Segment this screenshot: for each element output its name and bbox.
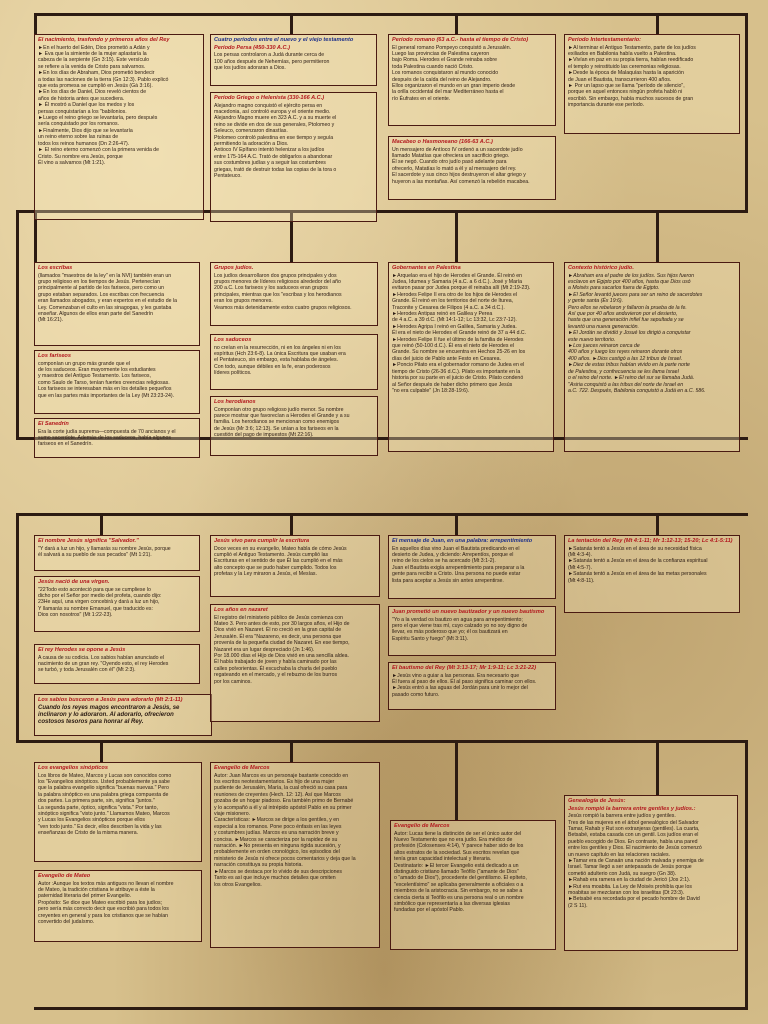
card-title: El nombre Jesús significa "Salvador." — [38, 538, 139, 544]
card-body: ►Al terminar el Antiguo Testamento, parte de los judíos exiliados en Babilonia había vuelto a Palestina. ►Vivían en paz en su propia tierra, habían reedificado el templo y reinstituido las ceremonias religiosas. ►Desde la época de Malaquías hasta la aparición de Juan el Bautista, transcurrieron 400 años. ► Por un lapso que se llama "período de silencio", porque en aquel entonces ningún profeta habló ni escribió. Sin embargo, había muchos sucesos de gran importancia durante ese período. — [568, 44, 696, 109]
card-body: no creían en la resurrección, ni en los ángeles ni en los espíritus (Hch 23:6-8). La única Escritura que usaban era el Pentateuco, sin embargo, esta hablaba de ángeles. Con todo, aunque débiles en la fe, eran poderosos líderes políticos. — [214, 344, 346, 377]
card-title: Los fariseos — [38, 353, 71, 359]
card-title: Los escribas — [38, 265, 73, 271]
card-body: Alejandro magno conquistó el ejército persa en macedonia, así controló europa y el oriente medio. Alejandro Magno muere en 323 A.C. y a su muerte el reino se divide en dos de sus generales, Ptolomeo y Seleuco, comenzaron dinastías. Ptolomeo controló palestina en ese tiempo y seguía permitiendo la adoración a Dios. Antioco IV Epífano intentó helenizar a los judíos entre 175-164 A.C. Trató de obligarlos a abandonar sus costumbres judías y a seguir las costumbres griegas, trató de destruir todas las copias de la tora o Pentateuco. — [214, 102, 337, 180]
card-body: ►Satanás tentó a Jesús en el área de su necesidad física (Mt 4:3-4). ►Satanás tentó a Jesús en el área de la confianza espiritual (Mt 4:5-7). ►Satanás tentó a Jesús en el área de las metas personales (Mt 4:8-11). — [568, 545, 708, 584]
connector-drop — [656, 210, 659, 262]
card-title: Gobernantes en Palestina — [392, 265, 461, 271]
card-title: Jesús nació de una virgen. — [38, 579, 110, 585]
connector-drop — [656, 740, 659, 795]
card-body: Los judíos desarrollaron dos grupos principales y dos grupos menores de líderes religiosos alrededor del año 200 a.C. Los fariseos y los saduceos eran grupos principales, mientras que los "escribas y los herodianos eran los grupos menores. Veamos más detenidamente estos cuatro grupos religiosos. — [214, 272, 352, 311]
card-subtitle: Período Persa (450-330 A.C.) — [214, 44, 290, 51]
connector-drop — [290, 513, 293, 535]
card-title: Período romano (63 a.C.- hasta el tiempo de Cristo) — [392, 37, 529, 43]
connector-drop — [290, 740, 293, 762]
card-sinopticos — [34, 762, 202, 862]
card-title: Juan prometió un nuevo bautizador y un nuevo bautismo — [392, 609, 545, 615]
card-body: El general romano Pompeyo conquistó a Jerusalén. Luego las provincias de Palestina cayeron bajo Roma. Herodes el Grande reinaba sobre toda Palestina cuando nació Cristo. Los romanos conquistaron al mundo conocido después de la caída del reino de Alejandro. Ellos organizaron el mundo en un gran imperio desde la orilla occidental del mar Mediterráneo hasta el río Éufrates en el oriente. — [392, 44, 516, 102]
card-body: ►En el huerto del Edén, Dios prometió a Adán y ► Eva que la simiente de la mujer aplastaría la cabeza de la serpiente (Gn 3:15). Este versículo se refiere a la venida de Cristo para salvarnos. ►En los días de Abraham, Dios prometió bendecir a todas las naciones de la tierra (Gn 12:3). Pablo explicó que esta promesa se cumplió en Jesús (Gá 3:16). ►En los días de Daniel, Dios reveló cientos de años de historia antes que sucediera. ► Él mostró a Daniel que los medos y los persas conquistarían a los "babilonios. ►Luego el reino griego se levantaría, pero después sería conquistado por los romanos. ►Finalmente, Dios dijo que se levantaría un reino eterno sobre las ruinas de todos los reinos humanos (Dn 2:26-47). ► El reino eterno comenzó con la primera venida de Cristo. Su nombre era Jesús, porque Él vino a salvarnos (Mt 1:21). — [38, 44, 169, 166]
card-title: Macabeo o Hasmoneano (166-63 A.C.) — [392, 139, 493, 145]
card-evangelio-lucas — [390, 820, 556, 950]
card-fariseos — [34, 350, 200, 414]
card-title: Contexto histórico judío. — [568, 265, 634, 271]
card-title: Evangelio de Mateo — [38, 873, 91, 879]
card-periodo-romano — [388, 34, 556, 126]
connector-drop — [656, 13, 659, 35]
card-title: Período Intertestamentario: — [568, 37, 642, 43]
card-title: El nacimiento, trasfondo y primeros años del Rey — [38, 37, 170, 43]
card-title: El bautismo del Rey (Mt 3:13-17; Mr 1:9-11; Lc 3:21-22) — [392, 665, 537, 671]
card-sanedrin — [34, 418, 200, 458]
card-title: Evangelio de Marcos — [394, 823, 450, 829]
card-nacio-virgen — [34, 576, 200, 632]
card-body: "22Todo esto aconteció para que se cumpliese lo dicho por el Señor por medio del profeta, cuando dijo: 23He aquí, una virgen concebirá y dará a luz un hijo, Y llamarás su nombre Emanuel, que traducido es: Dios con nosotros" (Mt 1:22-23). — [38, 586, 162, 619]
card-evangelio-mateo — [34, 870, 202, 942]
card-nombre-jesus — [34, 535, 200, 571]
card-anos-nazaret — [210, 604, 380, 722]
connector-drop — [290, 13, 293, 35]
card-vivo-cumplir — [210, 535, 380, 597]
card-title: El Sanedrín — [38, 421, 69, 427]
card-title: Los saduceos — [214, 337, 252, 343]
connector-drop — [455, 13, 458, 35]
card-title: Los evangelios sinópticos — [38, 765, 108, 771]
card-contexto-historico — [564, 262, 740, 452]
card-mensaje-juan — [388, 535, 556, 599]
card-juan-prometio — [388, 606, 556, 656]
card-title: Evangelio de Marcos — [214, 765, 270, 771]
card-saduceos — [210, 334, 378, 390]
card-grupos-judios — [210, 262, 378, 326]
connector-drop — [100, 740, 103, 762]
card-genealogia — [564, 795, 738, 951]
card-herodianos — [210, 396, 378, 456]
connector-left-edge-12 — [16, 210, 19, 440]
card-title: La tentación del Rey (Mt 4:1-11; Mr 1:12-13; 15-20; Lc 4:1-5:11) — [568, 538, 733, 544]
card-body: Doce veces en su evangelio, Mateo habla de cómo Jesús cumplió el Antiguo Testamento. Jesús cumplió las Escrituras en el sentido de que Él las cumplió en el más alto concepto que se pudo haber cumplido. Todos los profetas y la Ley miraron a Jesús, el Mesías. — [214, 545, 347, 578]
connector-drop — [455, 740, 458, 820]
card-title: Los herodianos — [214, 399, 256, 405]
card-title: Período Griego o Helenista (330-166 A.C.) — [214, 95, 325, 101]
card-sabios-buscaron — [34, 694, 212, 736]
card-title: Cuatro períodos entre el nuevo y el viejo testamento — [214, 37, 354, 43]
card-herodes-opone — [34, 644, 200, 684]
card-intertestamentario — [564, 34, 740, 134]
card-body: ►Jesús vino a guiar a las personas. Era necesario que Él fuera al paso de ellos. Él al paso significa caminar con ellos. ►Jesús entró a las aguas del Jordán para unir lo mejor del pasado como futuro. — [392, 672, 537, 698]
card-title: Grupos judíos. — [214, 265, 254, 271]
card-evangelio-marcos — [210, 762, 380, 948]
card-body: A causa de su codicia. Los sabios habían anunciado el nacimiento de un gran rey. "Oyendo esto, el rey Herodes se turbó, y toda Jerusalén con él" (Mt 2:3). — [38, 654, 169, 674]
connector-bottom-band4 — [34, 1007, 748, 1010]
card-body: Componían otro grupo religioso judío menor. Su nombre parece mostrar que favorecían a Herodes el Grande y a su familia. Los herodianos se mencionan como enemigos de Jesús (Mr 3:6; 12:13). Se unían a los fariseos en la cuestión del pago de impuestos (Mt 22:16). — [214, 406, 350, 439]
card-escribas — [34, 262, 200, 346]
connector-drop — [455, 210, 458, 262]
card-body: "Yo a la verdad os bautizo en agua para arrepentimiento; pero el que viene tras mí, cuyo calzado yo no soy digno de llevar, es más poderoso que yo; él os bautizará en Espíritu Santo y fuego" (Mt 3:11). — [392, 616, 528, 642]
card-body: Autor: Juan Marcos es un personaje bastante conocido en los escritos neotestamentarios. Es hijo de una mujer pudiente de Jerusalén, María, la cual ofreció su casa para reuniones de creyentes (Hech. 12: 12). Así que Marcos gozaba de un hogar piadoso. Era también primo de Bernabé y lo acompañó a él y al intrépido apóstol Pablo en su primer viaje misionero. Características: ►Marcos se dirige a los gentiles, y en especial a los romanos. Pone poco énfasis en las leyes y costumbres judías. Marcos es una narración breve y concisa. ►Marcos se caracteriza por la rapidez de su narración. ►No presenta en ninguna rigida sucesión, y probablemente en orden cronológico, los episodios del ministerio de Jesús ni ofrece pocos comentarios y deja que la narración constituya su propia historia. ►Marcos se destaca por lo vívido de sus descripciones Tanto es así que incluye muchos detalles que omiten los otros Evangelios. — [214, 772, 356, 888]
card-subtitle: Jesús rompió la barrera entre gentiles y judíos.: — [568, 805, 696, 812]
connector-right-edge — [745, 13, 748, 213]
connector-top-band3 — [16, 513, 748, 516]
card-title: El mensaje de Juan, en una palabra: arrepentimiento — [392, 538, 533, 544]
card-macabeo — [388, 136, 556, 200]
card-title: El rey Herodes se opone a Jesús — [38, 647, 126, 653]
card-body: componían un grupo más grande que el de los saduceos. Eran mayormente los estudiantes y maestros del Antiguo Testamento. Los fariseos, como Saulo de Tarso, tenían fuertes creencias religiosas. Los fariseos se interesaban más en los detalles pequeños que en las partes más importantes de la Ley (Mt 23:23-24). — [38, 360, 175, 399]
card-body: (llamados "maestros de la ley" en la NVI) también eran un grupo religioso en los tiempos de Jesús. Pertenecían principalmente al partido de los fariseos, pero como un grupo estaban separados. Los escribas con frecuencia eran llamados abogados, y eran expertos en el estudio de la Ley. Comenzaban el culto en las sinagogas, y les gustaba enseñar. Algunos de ellos eran parte del Sanedrín (Mt 16:21). — [38, 272, 178, 324]
connector-drop — [34, 13, 37, 35]
card-nacimiento — [34, 34, 204, 220]
card-body: Jesús rompió la barrera entre judíos y gentiles. Tres de las mujeres en el árbol genealógico del Salvador Tamar, Rahab y Rut son extranjeras (gentiles). La cuarta, Betsabé, estaba casada con un gentil. Los judíos eran el pueblo escogido de Dios. En contraste, había una pared entre los gentiles y Dios. El nacimiento de Jesús comenzó un nuevo capítulo en las relaciones raciales. ►Tamar era de Canaán una nación malvada y enemiga de Israel. Tamar llegó a ser antepasada de Jesús porque cometió adulterio con Judá, su suegro (Gn 38). ►Rahab era ramera en la ciudad de Jericó (Jos 2:1). ►Rut era moabita. La Ley de Moisés prohibía que los moabitas se mezclaran con los israelitas (Dt 23:3). ►Betsabé era recordada por el pecado hombre de David (2 S 11). — [568, 813, 704, 909]
card-body: Autor :Aunque los textos más antiguos no llevan el nombre de Mateo, la tradición cristiana le atribuye a éste la paternidad literaria del primer Evangelio. Propósito: Se dice que Mateo escribió para los judíos; pero sería más correcto decir que escribió para todos los creyentes en general y para los cristianos que se habían convertido del judaísmo. — [38, 880, 174, 926]
card-title: Los sabios buscaron a Jesús para adorarlo (Mt 2:1-11) — [38, 697, 183, 703]
card-body: Los persas controlaron a Judá durante cerca de 100 años después de Nehemías, pero permitieron que los judíos adoraran a Dios. — [214, 52, 330, 71]
connector-mid-band34 — [16, 740, 748, 743]
connector-drop — [455, 513, 458, 535]
card-body: "Y dará a luz un hijo, y llamarás su nombre Jesús, porque él salvará a su pueblo de sus pecados" (Mt 1:21). — [38, 545, 171, 558]
card-periodo-persa — [210, 34, 377, 86]
connector-left-edge-3 — [16, 513, 19, 743]
card-title: Genealogía de Jesús: — [568, 798, 626, 804]
card-bautismo-rey — [388, 662, 556, 710]
connector-top-band1 — [34, 13, 748, 16]
connector-right-edge-34 — [745, 740, 748, 1010]
card-periodo-griego — [210, 92, 377, 222]
card-body: Un mensajero de Antíoco IV ordenó a un sacerdote judío llamado Matatías que ofreciera un sacrificio griego. Él se negó. Cuando otro judío pasó adelante para ofrecerlo, Matatías lo mató a él y al mensajero del rey. El sacerdote y sus cinco hijos destruyeron el altar griego y huyeron a las montañas. Así comenzó la rebelión macabea. — [392, 146, 530, 185]
card-body: ►Abraham era el padre de los judíos. Sus hijos fueron esclavos en Egipto por 400 años, hasta que Dios usó a Moisés para sacarlos fuera de Egipto. ►El Señor levantó jueces para ser un reino de sacerdotes y gente santa (Éx 19:6). Pero ellos se rebelaron y fallaron la prueba de la fe. Así que por 40 años anduvieron por el desierto, hasta que una generación infiel fue sepultada y se levantó una nueva generación. ►El Jordán se dividió y Josué los dirigió a conquistar este nuevo territorio. ►Los jueces reinaron cerca de 400 años y luego los reyes reinaron durante otros 400 años. ►Dios castigó a las 12 tribus de Israel. ►Diez de estas tribus habían vivido en la parte norte de Palestina, y confrecuencia se les llama Israel o el reino del norte. ►El reino del sur se llamaba Judá. "Asiria conquistó a las tribus del norte de Israel en a.C. 722. Después, Babilonia conquistó a Judá en a.C. 586. — [568, 272, 706, 394]
card-title: Los años en nazaret — [214, 607, 268, 613]
card-body: Cuando los reyes magos encontraron a Jesús, se inclinaron y lo adoraron. Al adorarlo, ofrecieron costosos tesoros para honrar al Rey. — [38, 704, 180, 726]
card-body: Era la corte judía suprema—compuesta de 70 ancianos y el sumo sacerdote. Además de los saduceos, había algunos fariseos en el Sanedrín. — [38, 428, 176, 448]
card-body: Los libros de Mateo, Marcos y Lucas son conocidos como los "Evangelios sinópticos. Usted probablemente ya sabe que la palabra evangelio significa "buenas nuevas." Pero la palabra sinóptico es una palabra griega compuesta de dos partes. La primera parte, sin, significa "juntos." La segunda parte, óptico, significa "vista." Por tanto, sinóptico significa "visto junto." Llamamos Mateo, Marcos y Lucas los Evangelios sinópticos porque ellos "ven todo junto." Es decir, ellos describen la vida y las enseñanzas de Cristo de la misma manera. — [38, 772, 172, 837]
card-title: Jesús vivo para cumplir la escritura — [214, 538, 310, 544]
card-body: Autor: Lucas tiene la distinción de ser el único autor del Nuevo Testamento que no era judío. Era médico de profesión (Colosenses 4:14), Y parece haber sido de los altos estratos de la sociedad. Sus escritos revelan que tenía gran capacidad intelectual y literaria. Destinatario: ►El tercer Evangelio está dedicado a un distinguido cristiano llamado Teófilo ("amante de Dios" o "amado de Dios"), procedente del gentilismo. El epíteto, "excelentísimo" se aplicaba generalmente a oficiales o a miembros de la aristocracia. Sin embargo, no se sabe a ciencia cierta si Teófilo es una persona real o un nombre simbólico que representaría a las diversas iglesias fundadas por el apóstol Pablo. — [394, 830, 527, 914]
card-tentacion-rey — [564, 535, 740, 613]
connector-drop — [656, 513, 659, 535]
connector-drop — [100, 513, 103, 535]
card-body: ►Arquelao era el hijo de Herodes el Grande. Él reinó en Judea, Idumea y Samaria (4 a.C. a 6 d.C.). José y María evitaron pasar por Judea porque él reinaba allí (Mt 2:19-23). ►Herodes Felipe II era otro de los hijos de Herodes el Grande. Él reinó en los territorios del norte de Iturea, Traconite y Cesarea de Filipos (4 a.C. a 34 d.C.). ►Herodes Antipas reinó en Galilea y Perea de 4 a.C. a 39 d.C. (Mt 14:1-12; Lc 13:32, Lc 23:7-12). ►Herodes Agripa I reinó en Galilea, Samaria y Judea. Él era el nieto de Herodes el Grande reinó de 37 a 44 d.C. ►Herodes Felipe II fue el último de la familia de Herodes que reinó (50-100 d.C.). Él era el nieto de Herodes el Grande. Su nombre se encuentra en Hechos 25-26 en los días del juicio de Pablo ante Festo en Cesarea. ►Poncio Pilato era el gobernador romano de Judea en el tiempo de Cristo (26-36 d.C.). Pilato es importante en la historia por su parte en el juicio de Cristo. Pilato condenó al Señor después de haber dicho primero que Jesús "no era culpable" (Jn 18:28-19:6). — [392, 272, 531, 394]
card-body: El registro del ministerio público de Jesús comienza con Mateo 3. Pero antes de esto, por 30 largos años, el Hijo de Dios vivió en Nazaret. Él no creció en la gran capital de Jerusalén. Él era "Nazareno, es decir, una persona que provenía de la pequeña ciudad de Nazaret. En ese tiempo, Nazaret era un lugar despreciado (Jn 1:46). Por 18.000 días el Hijo de Dios vivió en una sencilla aldea. Él había trabajado de joven y había caminado por las calles polvorientas. Él escuchaba la charla del pueblo regateando en el mercado, y el rebuzno de los burros por los caminos. — [214, 614, 350, 685]
card-body: En aquellos días vino Juan el Bautista predicando en el desierto de Judea, y diciendo: Arrepentíos, porque el reino de los cielos se ha acercado (Mt 3:1-2). Juan el Bautista exigía arrepentimiento para preparar a la gente para recibir a Cristo. Una persona no puede estar lista para aceptar a Jesús sin antes arrepentirse. — [392, 545, 525, 584]
card-gobernantes — [388, 262, 554, 452]
